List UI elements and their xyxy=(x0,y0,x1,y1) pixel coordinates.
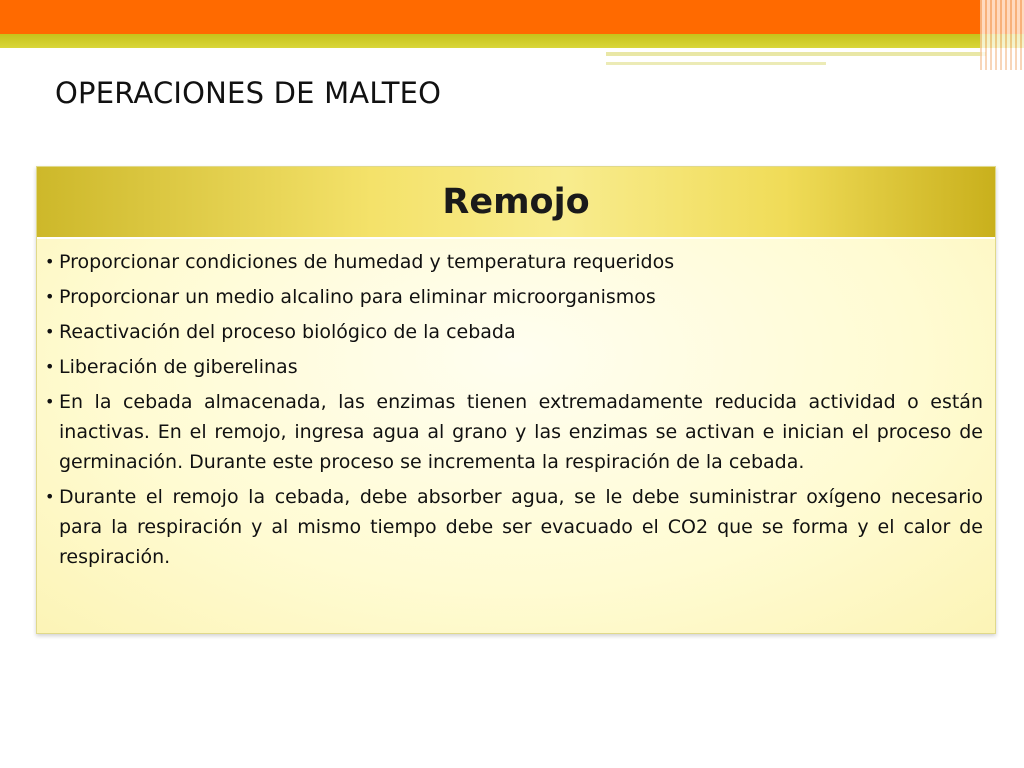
decorative-stripes xyxy=(980,0,1024,70)
bullet-icon: • xyxy=(45,487,55,506)
bullet-item xyxy=(45,247,983,277)
slide-title: OPERACIONES DE MALTEO xyxy=(55,76,442,110)
bullet-icon: • xyxy=(45,392,55,411)
bullet-text: Liberación de giberelinas xyxy=(59,356,298,378)
top-orange-band xyxy=(0,0,1024,34)
bullet-list xyxy=(37,239,995,572)
card-heading: Remojo xyxy=(442,182,590,222)
bullet-item xyxy=(45,317,983,347)
bullet-item xyxy=(45,282,983,312)
bullet-icon: • xyxy=(45,357,55,376)
bullet-text: Proporcionar condiciones de humedad y temperatura requeridos xyxy=(59,251,675,273)
bullet-item xyxy=(45,387,983,477)
bullet-text: Reactivación del proceso biológico de la cebada xyxy=(59,321,516,343)
decorative-line xyxy=(606,52,986,56)
bullet-text: Durante el remojo la cebada, debe absorber agua, se le debe suministrar oxígeno necesario para la respiración y al mismo tiempo debe ser evacuado el CO2 que se forma y el calor de respiración. xyxy=(59,486,983,568)
content-card xyxy=(36,166,996,634)
bullet-icon: • xyxy=(45,252,55,271)
bullet-icon: • xyxy=(45,322,55,341)
bullet-item xyxy=(45,352,983,382)
bullet-text: En la cebada almacenada, las enzimas tienen extremadamente reducida actividad o están inactivas. En el remojo, ingresa agua al grano y las enzimas se activan e inician el proceso de germinación. Durante este proceso se incrementa la respiración de la cebada. xyxy=(59,391,983,473)
decorative-line-short xyxy=(606,62,826,65)
top-yellow-band xyxy=(0,34,1024,48)
bullet-text: Proporcionar un medio alcalino para eliminar microorganismos xyxy=(59,286,656,308)
card-body xyxy=(37,239,995,633)
bullet-icon: • xyxy=(45,287,55,306)
card-header xyxy=(37,167,995,239)
bullet-item xyxy=(45,482,983,572)
